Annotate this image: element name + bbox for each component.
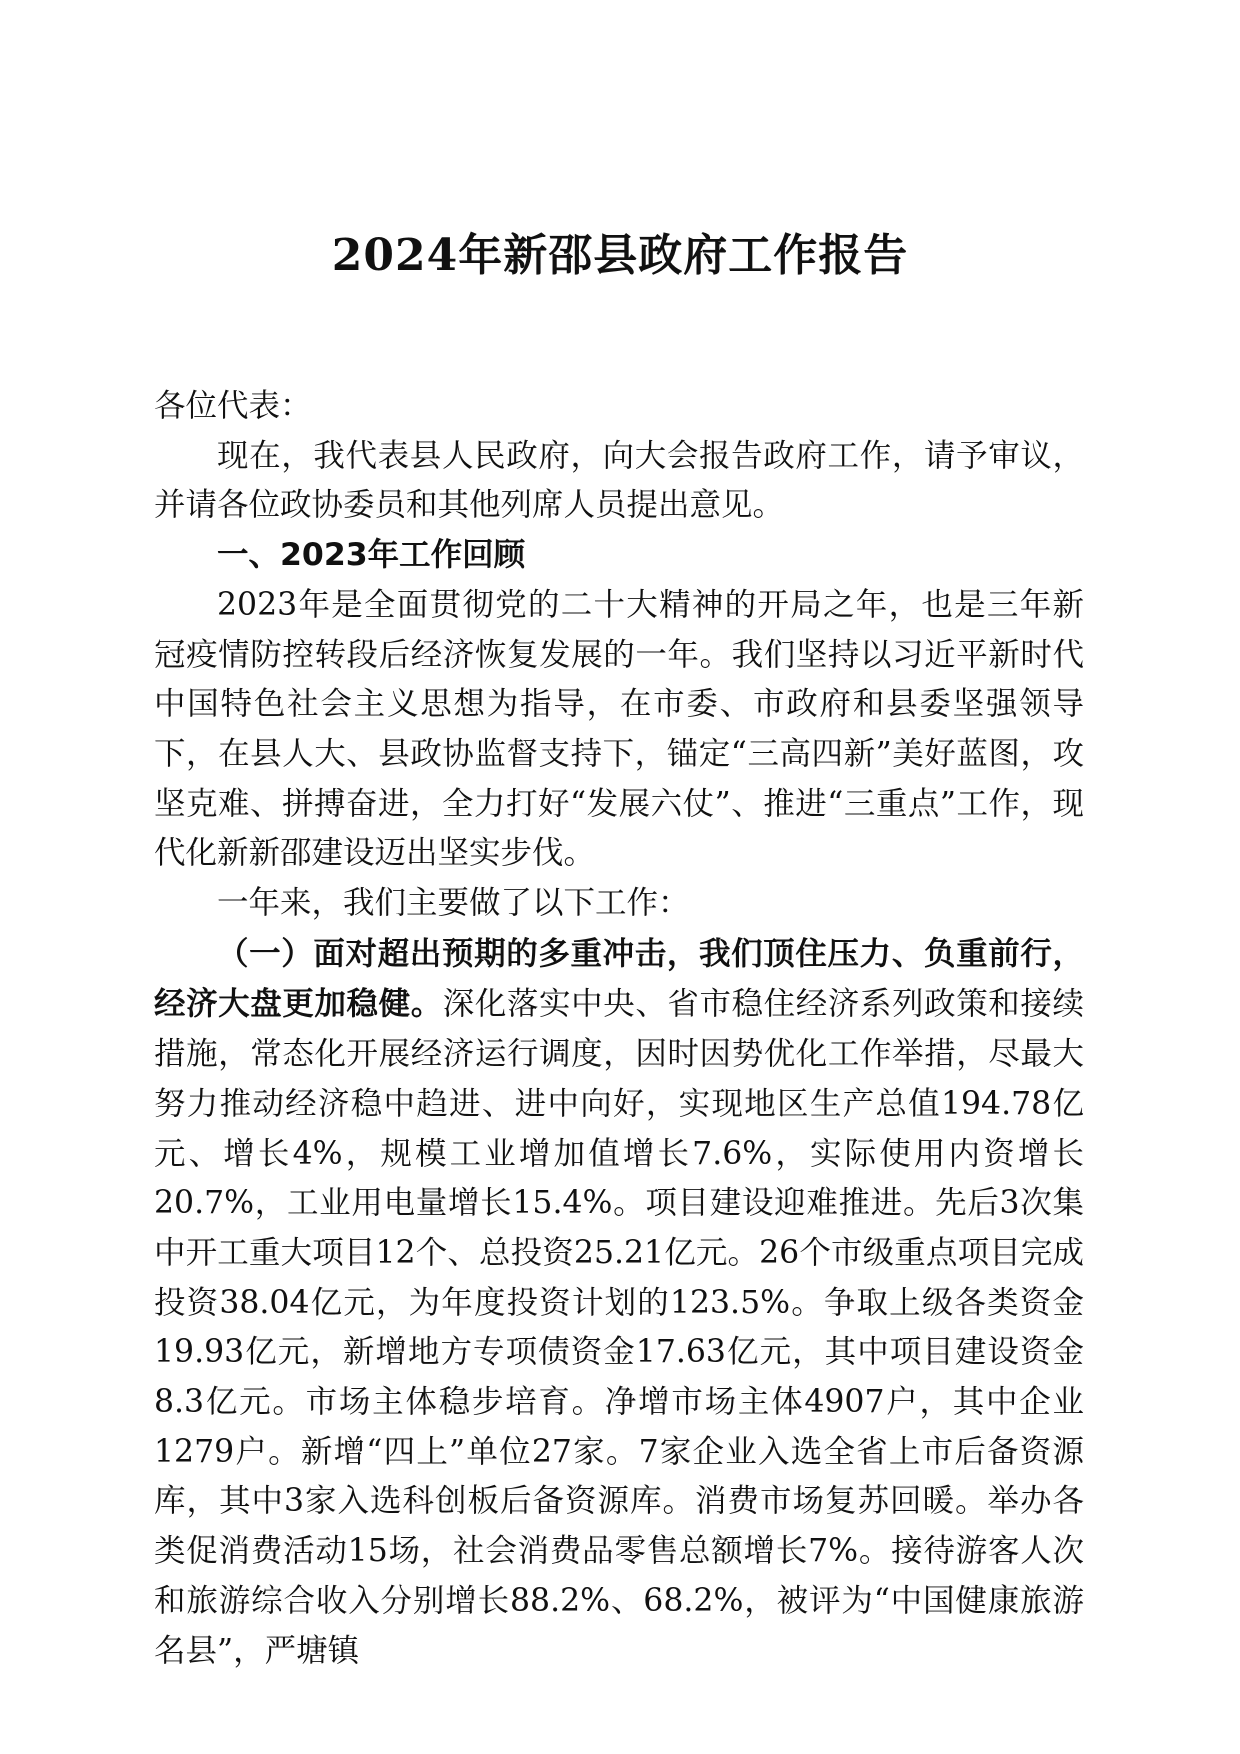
document-title: 2024年新邵县政府工作报告	[331, 230, 909, 281]
document-body	[154, 382, 1084, 1676]
economy-paragraph	[154, 929, 1084, 1677]
work-summary-intro: 一年来，我们主要做了以下工作：	[217, 885, 690, 922]
intro-paragraph: 现在，我代表县人民政府，向大会报告政府工作，请予审议，并请各位政协委员和其他列席人员提出意见。	[154, 437, 1084, 524]
economy-paragraph-lead: （一）面对超出预期的多重冲击，我们顶住压力、负重前行，经济大盘更加稳健。	[154, 934, 1084, 1023]
section-heading: 一、2023年工作回顾	[217, 537, 526, 574]
economy-paragraph-body: 深化落实中央、省市稳住经济系列政策和接续措施，常态化开展经济运行调度，因时因势优化工作举措，尽最大努力推动经济稳中趋进、进中向好，实现地区生产总值194.78亿元、增长4%，规模工业增加值增长7.6%，实际使用内资增长20.7%，工业用电量增长15.4%。项目建设迎难推进。先后3次集中开工重大项目12个、总投资25.21亿元。26个市级重点项目完成投资38.04亿元，为年度投资计划的123.5%。争取上级各类资金19.93亿元，新增地方专项债资金17.63亿元，其中项目建设资金8.3亿元。市场主体稳步培育。净增市场主体4907户，其中企业1279户。新增“四上”单位27家。7家企业入选全省上市后备资源库，其中3家入选科创板后备资源库。消费市场复苏回暖。举办各类促消费活动15场，社会消费品零售总额增长7%。接待游客人次和旅游综合收入分别增长88.2%、68.2%，被评为“中国健康旅游名县”，严塘镇	[154, 986, 1084, 1669]
salutation: 各位代表：	[154, 388, 312, 424]
review-paragraph: 2023年是全面贯彻党的二十大精神的开局之年，也是三年新冠疫情防控转段后经济恢复发展的一年。我们坚持以习近平新时代中国特色社会主义思想为指导，在市委、市政府和县委坚强领导下，在县人大、县政协监督支持下，锚定“三高四新”美好蓝图，攻坚克难、拼搏奋进，全力打好“发展六仗”、推进“三重点”工作，现代化新新邵建设迈出坚实步伐。	[154, 586, 1084, 872]
